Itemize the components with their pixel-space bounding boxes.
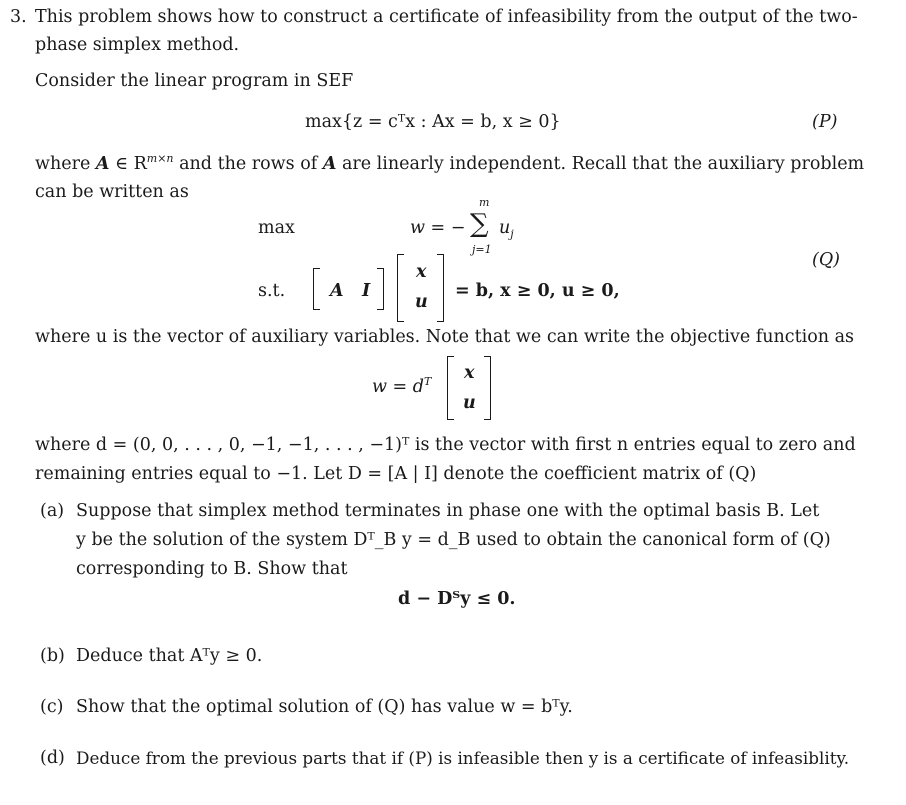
w-vector-left-bracket — [447, 356, 454, 420]
lp-p-formula: max{z = cᵀx : Ax = b, x ≥ 0} — [305, 112, 561, 132]
w-vector-u: u — [463, 393, 476, 413]
can-be-written: can be written as — [35, 182, 189, 202]
q-subject-to: s.t. — [258, 281, 286, 301]
problem-number: 3. — [10, 7, 27, 27]
where-a-line: where A ∈ $R^{m\times n}$ and the rows of A are linearly independent. Recall that the auxiliary problem — [35, 152, 865, 174]
w-vector-x: x — [464, 363, 475, 383]
d-definition-line-2: remaining entries equal to −1. Let D = [A | I] denote the coefficient matrix of (Q) — [35, 464, 757, 484]
part-c-label: (c) — [40, 697, 64, 717]
consider-text: Consider the linear program in SEF — [35, 71, 354, 91]
part-b-text: Deduce that Aᵀy ≥ 0. — [76, 646, 263, 666]
part-a-label: (a) — [40, 501, 65, 521]
part-b-label: (b) — [40, 646, 65, 666]
matrix-left-bracket — [313, 268, 320, 310]
label-q: (Q) — [812, 250, 841, 270]
q-objective-lhs: w = − — [410, 218, 466, 238]
w-lhs: $w = d^T$ — [372, 375, 432, 397]
matrix-i: I — [362, 281, 371, 301]
label-p: (P) — [812, 112, 838, 132]
part-a-line-3: corresponding to B. Show that — [76, 559, 348, 579]
part-a-line-1: Suppose that simplex method terminates in phase one with the optimal basis B. Let — [76, 501, 820, 521]
q-sum-top: m — [479, 196, 490, 209]
part-a-equation: d − Dᵀy ≤ 0. — [398, 589, 516, 609]
intro-line-2: phase simplex method. — [35, 35, 240, 55]
q-sum-symbol: ∑ — [470, 209, 489, 239]
part-a-line-2: y be the solution of the system Dᵀ_B y = d_B used to obtain the canonical form of (Q) — [76, 530, 831, 550]
vector-left-bracket — [397, 254, 404, 322]
vector-x: x — [416, 262, 427, 282]
q-constraint-rhs: = b, x ≥ 0, u ≥ 0, — [455, 281, 620, 301]
matrix-a: A — [330, 281, 344, 301]
vector-right-bracket — [437, 254, 444, 322]
q-sum-bottom: j=1 — [472, 243, 492, 256]
q-objective-term: $u_j$ — [499, 218, 514, 241]
intro-line-1: This problem shows how to construct a certificate of infeasibility from the output of the two- — [35, 7, 858, 27]
q-max: max — [258, 218, 295, 238]
d-definition-line-1: where d = (0, 0, . . . , 0, −1, −1, . . . , −1)ᵀ is the vector with first n entries equal to zero and — [35, 435, 856, 455]
aux-vars-sentence: where u is the vector of auxiliary variables. Note that we can write the objective function as — [35, 327, 854, 347]
vector-u: u — [415, 292, 428, 312]
part-d-text: Deduce from the previous parts that if (P) is infeasible then y is a certificate of infeasiblity. — [76, 748, 850, 768]
part-d-label: (d) — [40, 748, 65, 768]
matrix-right-bracket — [377, 268, 384, 310]
part-c-text: Show that the optimal solution of (Q) has value w = bᵀy. — [76, 697, 573, 717]
w-vector-right-bracket — [484, 356, 491, 420]
